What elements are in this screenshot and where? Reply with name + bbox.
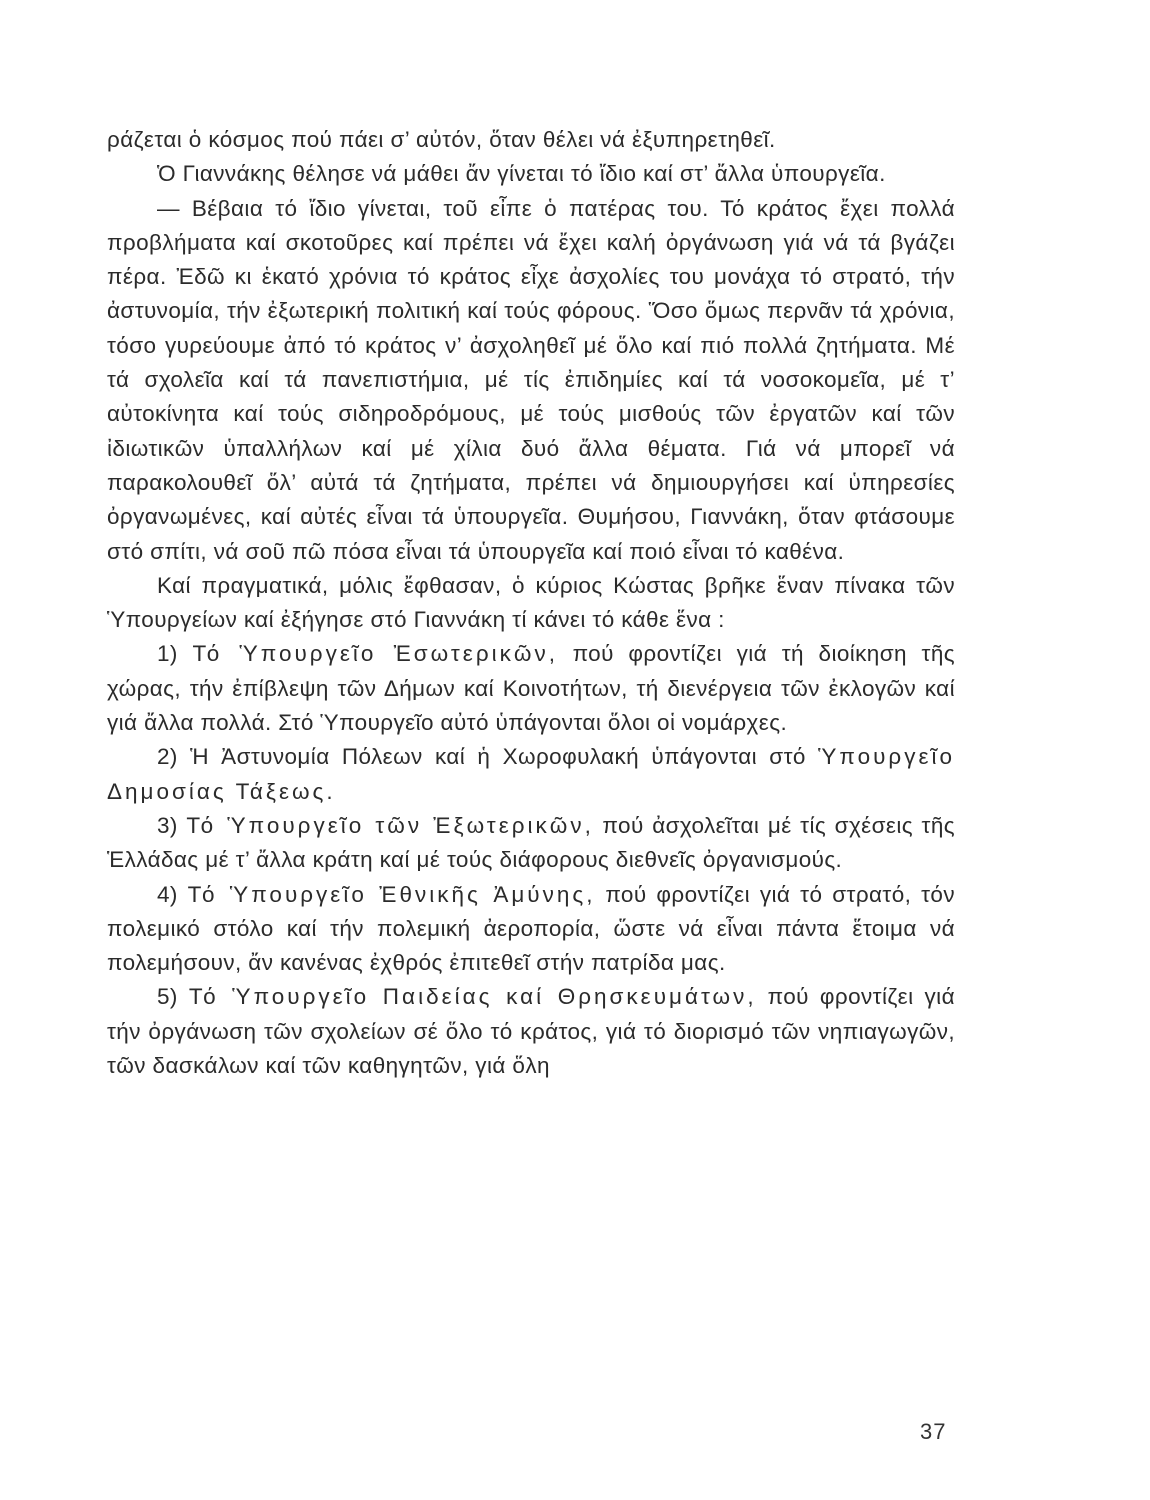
item-text: 2) Ἡ Ἀστυνομία Πόλεων καί ἡ Χωροφυλακή ὑπάγονται στό	[157, 744, 819, 770]
ministry-name-public-order: Ὑπουργεῖο Δημοσίας Τάξεως.	[107, 744, 955, 804]
ministry-name-interior: Τό Ὑπουργεῖο Ἐσωτερικῶν,	[192, 641, 558, 667]
paragraph-ministries-intro: Καί πραγματικά, μόλις ἔφθασαν, ὁ κύριος Κώστας βρῆκε ἕναν πίνακα τῶν Ὑπουργείων καί ἐξήγησε στό Γιαννάκη τί κάνει τό κάθε ἕνα :	[107, 572, 955, 633]
item-number: 3)	[157, 812, 187, 838]
paragraph-question: Ὁ Γιαννάκης θέλησε νά μάθει ἄν γίνεται τό ἴδιο καί στ’ ἄλλα ὑπουργεῖα.	[157, 161, 886, 187]
item-number: 4)	[157, 881, 188, 907]
item-text: πού φροντίζει γιά τή διοίκηση τῆς χώρας, τήν ἐπίβλεψη τῶν Δήμων καί Κοινοτήτων, τή διενέργεια τῶν ἐκλογῶν καί γιά ἄλλα πολλά. Στό Ὑπουργεῖο αὐτό ὑπάγονται ὅλοι οἱ νομάρχες.	[107, 641, 955, 736]
paragraph-continuation: ράζεται ὁ κόσμος πού πάει σ’ αὐτόν, ὅταν θέλει νά ἐξυπηρετηθεῖ.	[107, 127, 776, 152]
list-item-public-order	[107, 740, 955, 809]
ministry-name-foreign: Τό Ὑπουργεῖο τῶν Ἐξωτερικῶν,	[186, 812, 594, 838]
item-text: πού ἀσχολεῖται μέ τίς σχέσεις τῆς Ἑλλάδας μέ τ’ ἄλλα κράτη καί μέ τούς διάφορους διεθνεῖς ὀργανισμούς.	[107, 812, 955, 873]
list-item-defence	[107, 878, 955, 981]
paragraph-father-reply: — Βέβαια τό ἴδιο γίνεται, τοῦ εἶπε ὁ πατέρας του. Τό κράτος ἔχει πολλά προβλήματα καί σκοτοῦρες καί πρέπει νά ἔχει καλή ὀργάνωση γιά νά τά βγάζει πέρα. Ἐδῶ κι ἑκατό χρόνια τό κράτος εἶχε ἀσχολίες του μονάχα τό στρατό, τήν ἀστυνομία, τήν ἐξωτερική πολιτική καί τούς φόρους. Ὅσο ὅμως περνᾶν τά χρόνια, τόσο γυρεύουμε ἀπό τό κράτος ν’ ἀσχοληθεῖ μέ ὅλο καί πιό πολλά ζητήματα. Μέ τά σχολεῖα καί τά πανεπιστήμια, μέ τίς ἐπιδημίες καί τά νοσοκομεῖα, μέ τ’ αὐτοκίνητα καί τούς σιδηροδρόμους, μέ τούς μισθούς τῶν ἐργατῶν καί τῶν ἰδιωτικῶν ὑπαλλήλων καί μέ χίλια δυό ἄλλα θέματα. Γιά νά μπορεῖ νά παρακολουθεῖ ὅλ’ αὐτά τά ζητήματα, πρέπει νά δημιουργήσει καί ὑπηρεσίες ὀργανωμένες, καί αὐτές εἶναι τά ὑπουργεῖα. Θυμήσου, Γιαννάκη, ὅταν φτάσουμε στό σπίτι, νά σοῦ πῶ πόσα εἶναι τά ὑπουργεῖα καί ποιό εἶναι τό καθένα.	[107, 195, 955, 564]
item-text: πού φροντίζει γιά τήν ὀργάνωση τῶν σχολείων σέ ὅλο τό κράτος, γιά τό διορισμό τῶν νηπιαγωγῶν, τῶν δασκάλων καί τῶν καθηγητῶν, γιά ὅλη	[107, 984, 955, 1079]
list-item-education	[107, 980, 955, 1083]
ministry-name-education: Τό Ὑπουργεῖο Παιδείας καί Θρησκευμάτων,	[188, 984, 757, 1010]
list-item-foreign	[107, 809, 955, 878]
list-item-interior	[107, 637, 955, 740]
item-text: πού φροντίζει γιά τό στρατό, τόν πολεμικό στόλο καί τήν πολεμική ἀεροπορία, ὥστε νά εἶναι πάντα ἕτοιμα νά πολεμήσουν, ἄν κανένας ἐχθρός ἐπιτεθεῖ στήν πατρίδα μας.	[107, 881, 955, 976]
ministry-name-defence: Τό Ὑπουργεῖο Ἐθνικῆς Ἀμύνης,	[187, 881, 596, 907]
page-number: 37	[920, 1419, 947, 1444]
item-number: 1)	[157, 641, 193, 667]
item-number: 5)	[157, 984, 189, 1010]
page-body	[107, 123, 955, 1083]
